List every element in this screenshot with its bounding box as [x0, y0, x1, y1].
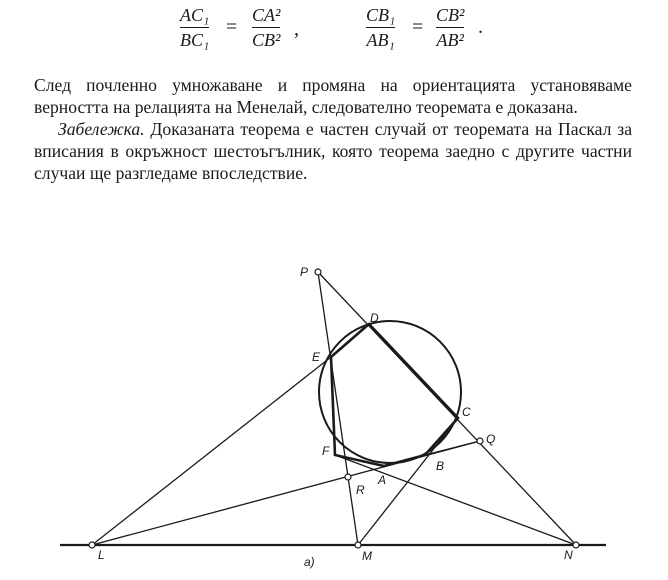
label-l: L: [98, 548, 105, 562]
equals-sign: =: [226, 16, 238, 38]
label-q: Q: [486, 432, 496, 446]
numerator: CA²: [252, 5, 281, 25]
line-pn: [318, 272, 576, 545]
point-m: [355, 542, 361, 548]
comma: ,: [294, 18, 299, 40]
paragraph-conclusion: След почленно умножаване и промяна на ориентацията установяваме верността на релацията на Менелай, следователно теоремата е доказана.: [34, 75, 632, 117]
remark-text: Доказаната теорема е частен случай от теоремата на Паскал за вписания в окръжност шестоъгълник, която теорема заедно с другите частни случаи ще разгледаме впоследствие.: [34, 119, 632, 183]
point-r: [345, 474, 351, 480]
label-n: N: [564, 548, 573, 562]
label-r: R: [356, 483, 365, 497]
line-pm: [318, 272, 358, 545]
period: .: [478, 16, 483, 38]
label-d: D: [370, 311, 379, 325]
equals-sign: =: [412, 16, 424, 38]
denominator: AB²: [436, 30, 464, 50]
label-m: M: [362, 549, 372, 563]
figure-caption: a): [304, 555, 315, 569]
label-b: B: [436, 459, 445, 473]
denominator: AB₁: [366, 30, 395, 50]
numerator: AC₁: [180, 5, 210, 25]
label-p: P: [300, 265, 309, 279]
point-l: [89, 542, 95, 548]
point-q: [477, 438, 483, 444]
label-e: E: [312, 350, 321, 364]
point-n: [573, 542, 579, 548]
label-a: A: [378, 473, 387, 487]
remark-label: Забележка.: [58, 119, 145, 139]
denominator: BC₁: [180, 30, 210, 50]
label-f: F: [322, 444, 330, 458]
line-mc: [358, 418, 458, 545]
point-p: [315, 269, 321, 275]
line-fn: [335, 455, 576, 545]
denominator: CB²: [252, 30, 281, 50]
numerator: CB²: [436, 5, 465, 25]
line-le: [92, 357, 331, 545]
label-c: C: [462, 405, 471, 419]
numerator: CB₁: [366, 5, 396, 25]
